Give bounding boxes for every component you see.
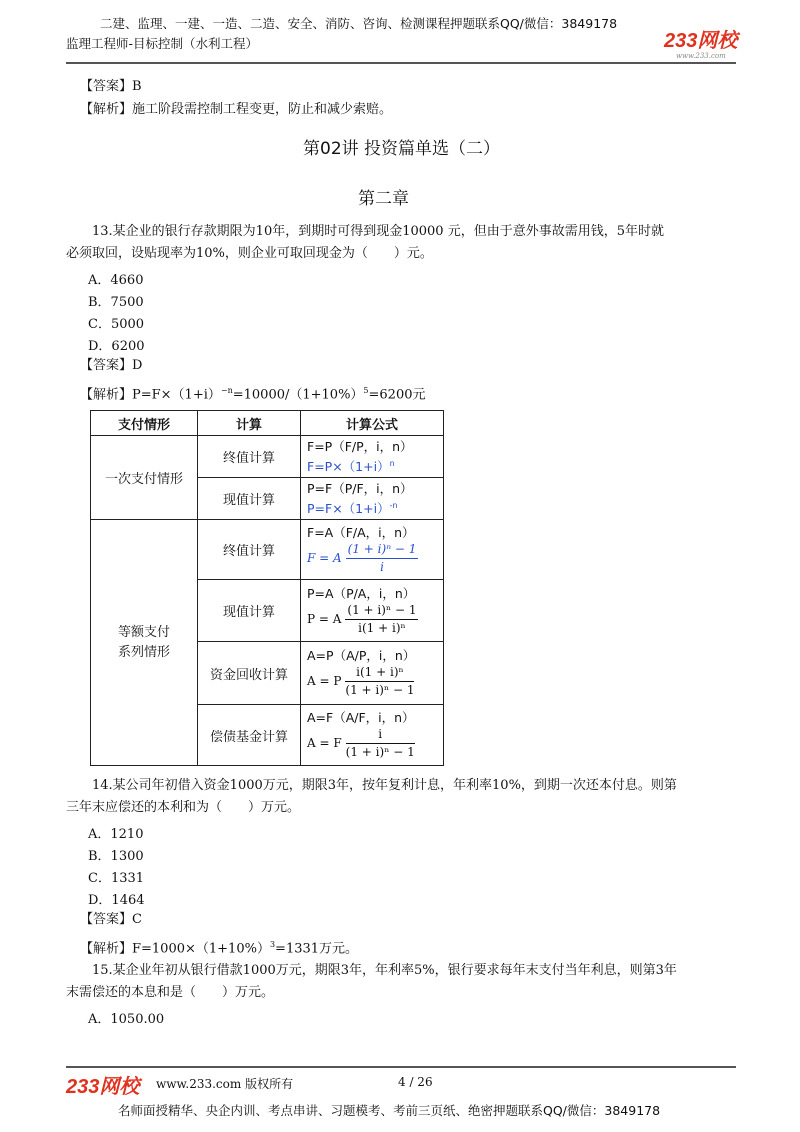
formula-cell: P=A（P/A，i，n） P = A $\frac{\text{(1 + i)ⁿ − 1}}{\text{i(1 + i)ⁿ}}$ bbox=[301, 580, 444, 642]
page-number: 4 / 26 bbox=[398, 1075, 433, 1089]
q14-option: D．1464 bbox=[88, 893, 145, 908]
q14-analysis: 【解析】$F=1000\times(1+10\%)^3=1331$万元。 bbox=[80, 940, 359, 957]
header-course: 监理工程师-目标控制（水利工程） bbox=[66, 36, 259, 51]
footer-logo: 233网校 bbox=[66, 1076, 140, 1098]
q13-option: A．4660 bbox=[88, 273, 144, 288]
brand-logo: 233网校 bbox=[664, 30, 738, 52]
calc-type: 终值计算 bbox=[198, 436, 301, 478]
table-header: 计算公式 bbox=[301, 411, 444, 436]
formula-cell: A=P（A/P，i，n） A = P $\frac{\text{i(1 + i)ⁿ}}{\text{(1 + i)ⁿ − 1}}$ bbox=[301, 642, 444, 705]
q13-analysis: 【解析】$P=F\times(1+i)^{-n}=10000/(1+10\%)^5=6200$元 bbox=[80, 386, 426, 403]
prev-answer: 【答案】B bbox=[80, 79, 142, 94]
calc-type: 现值计算 bbox=[198, 478, 301, 520]
q15-stem: 15.某企业年初从银行借款1000万元，期限3年，年利率5%，银行要求每年末支付当年利息，则第3年 bbox=[92, 963, 677, 978]
q14-option: C．1331 bbox=[88, 871, 145, 886]
prev-analysis: 【解析】施工阶段需控制工程变更，防止和减少索赔。 bbox=[80, 102, 393, 117]
table-header: 计算 bbox=[198, 411, 301, 436]
q13-option: B．7500 bbox=[88, 295, 144, 310]
q13-option: D．6200 bbox=[88, 339, 145, 354]
lecture-title: 第02讲 投资篇单选（二） bbox=[303, 139, 501, 159]
footer-divider bbox=[66, 1066, 736, 1068]
calc-type: 资金回收计算 bbox=[198, 642, 301, 705]
calc-type: 偿债基金计算 bbox=[198, 705, 301, 766]
q13-option: C．5000 bbox=[88, 317, 145, 332]
footer-promo: 名师面授精华、央企内训、考点串讲、习题模考、考前三页纸、绝密押题联系QQ/微信：3849178 bbox=[118, 1103, 661, 1118]
q15-stem-cont: 末需偿还的本息和是（ ）万元。 bbox=[66, 985, 275, 1000]
footer-copyright: www.233.com 版权所有 bbox=[156, 1077, 294, 1091]
formula-cell: F=P（F/P，i，n） $F=P\times(1+i)^n$ bbox=[301, 436, 444, 478]
q14-stem: 14.某公司年初借入资金1000万元，期限3年，按年复利计息，年利率10%，到期一次还本付息。则第 bbox=[92, 778, 677, 793]
q13-stem: 13.某企业的银行存款期限为10年，到期时可得到现金10000 元，但由于意外事故需用钱，5年时就 bbox=[92, 224, 664, 239]
q14-stem-cont: 三年末应偿还的本利和为（ ）万元。 bbox=[66, 800, 301, 815]
table-header: 支付情形 bbox=[91, 411, 198, 436]
q13-stem-cont: 必须取回，设贴现率为10%，则企业可取回现金为（ ）元。 bbox=[66, 246, 433, 261]
q13-answer: 【答案】D bbox=[80, 358, 143, 373]
group-label: 等额支付 系列情形 bbox=[91, 520, 198, 766]
group-label: 一次支付情形 bbox=[91, 436, 198, 520]
formula-table bbox=[90, 410, 444, 766]
formula-cell: P=F（P/F，i，n） $P=F\times(1+i)^{-n}$ bbox=[301, 478, 444, 520]
formula-cell: A=F（A/F，i，n） A = F $\frac{i}{\text{(1 + i)ⁿ − 1}}$ bbox=[301, 705, 444, 766]
q14-answer: 【答案】C bbox=[80, 912, 142, 927]
brand-url: www.233.com bbox=[676, 52, 726, 60]
header-promo: 二建、监理、一建、一造、二造、安全、消防、咨询、检测课程押题联系QQ/微信：3849178 bbox=[100, 16, 618, 31]
q15-option: A．1050.00 bbox=[88, 1012, 165, 1027]
calc-type: 终值计算 bbox=[198, 520, 301, 580]
calc-type: 现值计算 bbox=[198, 580, 301, 642]
chapter-title: 第二章 bbox=[358, 189, 409, 209]
q14-option: B．1300 bbox=[88, 849, 144, 864]
formula-cell: F=A（F/A，i，n） F = A $\frac{\text{(1 + i)ⁿ − 1}}{i}$ bbox=[301, 520, 444, 580]
q14-option: A．1210 bbox=[88, 827, 144, 842]
header-divider bbox=[66, 62, 736, 64]
